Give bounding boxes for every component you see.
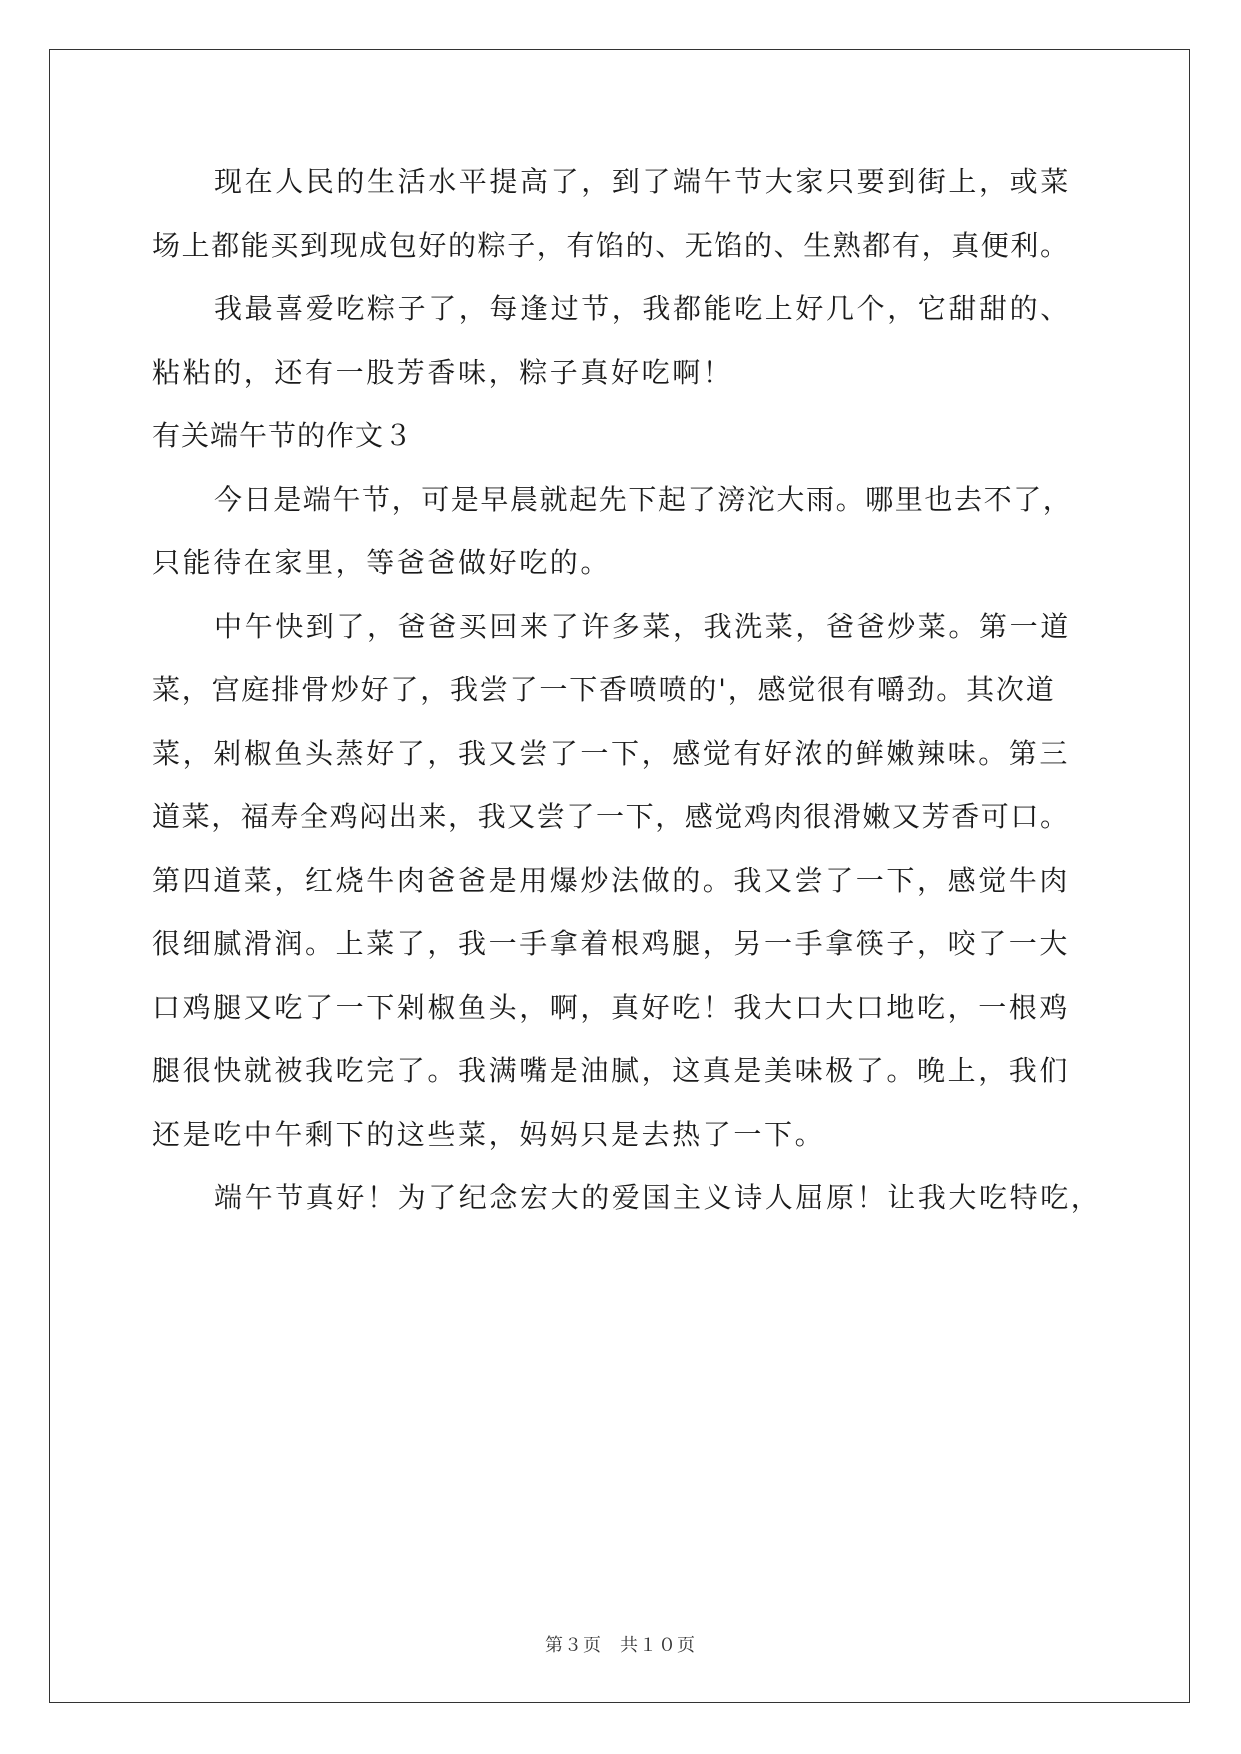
text-line: 第四道菜，红烧牛肉爸爸是用爆炒法做的。我又尝了一下，感觉牛肉 — [152, 863, 1071, 897]
text-line: 很细腻滑润。上菜了，我一手拿着根鸡腿，另一手拿筷子，咬了一大 — [152, 927, 1071, 960]
paragraph — [152, 277, 1092, 404]
paragraph — [152, 468, 1092, 595]
page-number: 第３页 — [545, 1635, 602, 1656]
page-footer — [0, 1631, 1241, 1657]
text-line: 口鸡腿又吃了一下剁椒鱼头，啊，真好吃！我大口大口地吃，一根鸡 — [152, 990, 1071, 1024]
text-line: 中午快到了，爸爸买回来了许多菜，我洗菜，爸爸炒菜。第一道 — [214, 609, 1071, 643]
text-line: 场上都能买到现成包好的粽子，有馅的、无馅的、生熟都有，真便利。 — [152, 228, 1070, 262]
text-line: 道菜，福寿全鸡闷出来，我又尝了一下，感觉鸡肉很滑嫩又芳香可口。 — [152, 800, 1070, 833]
document-body — [152, 150, 1102, 1230]
page-total: 共１０页 — [620, 1635, 696, 1656]
text-line: 今日是端午节，可是早晨就起先下起了滂沱大雨。哪里也去不了， — [214, 482, 1073, 516]
paragraph — [152, 1166, 1102, 1230]
text-line: 还是吃中午剩下的这些菜，妈妈只是去热了一下。 — [152, 1117, 826, 1151]
text-line: 粘粘的，还有一股芳香味，粽子真好吃啊！ — [152, 355, 734, 389]
text-line: 只能待在家里，等爸爸做好吃的。 — [152, 546, 612, 579]
section-title: 有关端午节的作文３ — [152, 419, 414, 452]
paragraph — [152, 595, 1092, 1167]
text-line: 菜，宫庭排骨炒好了，我尝了一下香喷喷的'，感觉很有嚼劲。其次道 — [152, 673, 1056, 706]
text-line: 端午节真好！为了纪念宏大的爱国主义诗人屈原！让我大吃特吃， — [214, 1181, 1102, 1214]
text-line: 我最喜爱吃粽子了，每逢过节，我都能吃上好几个，它甜甜的、 — [214, 292, 1071, 325]
text-line: 菜，剁椒鱼头蒸好了，我又尝了一下，感觉有好浓的鲜嫩辣味。第三 — [152, 736, 1071, 770]
paragraph — [152, 150, 1092, 277]
text-line: 现在人民的生活水平提高了，到了端午节大家只要到街上，或菜 — [214, 165, 1071, 198]
text-line: 腿很快就被我吃完了。我满嘴是油腻，这真是美味极了。晚上，我们 — [152, 1054, 1071, 1087]
